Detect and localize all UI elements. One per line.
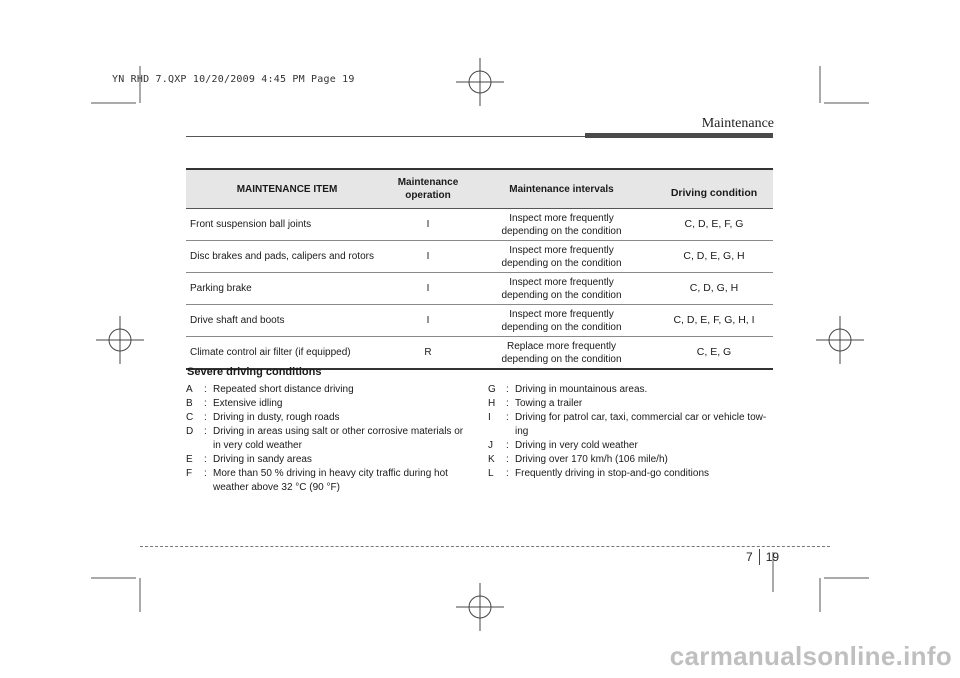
condition-text: Driving in dusty, rough roads <box>213 412 340 423</box>
chapter-number: 7 <box>746 550 753 564</box>
header-intervals: Maintenance intervals <box>468 169 655 209</box>
row-item: Front suspension ball joints <box>186 209 388 241</box>
registration-mark-right <box>816 316 864 364</box>
list-item <box>488 383 774 397</box>
condition-separator: : <box>506 440 509 451</box>
row-interval-line2: depending on the condition <box>501 289 622 301</box>
row-item: Parking brake <box>186 273 388 305</box>
row-interval-line1: Inspect more frequently <box>509 244 614 256</box>
row-item: Drive shaft and boots <box>186 305 388 337</box>
table-row <box>186 337 773 370</box>
condition-text: Extensive idling <box>213 398 283 409</box>
row-interval <box>468 209 655 241</box>
condition-text: Frequently driving in stop-and-go conditions <box>515 468 709 479</box>
header-operation-line1: Maintenance <box>397 177 459 188</box>
page-number-value: 19 <box>765 550 780 564</box>
row-interval-line1: Replace more frequently <box>507 340 616 352</box>
condition-separator: : <box>506 468 509 479</box>
registration-mark-top <box>456 58 504 106</box>
header-operation-line2: operation <box>405 190 451 201</box>
footer-rule <box>140 546 830 547</box>
condition-key: J <box>488 440 493 451</box>
list-item <box>186 397 468 411</box>
table-row <box>186 241 773 273</box>
maintenance-table <box>186 168 773 370</box>
table-row <box>186 305 773 337</box>
row-interval <box>468 273 655 305</box>
condition-key: C <box>186 412 194 423</box>
row-operation: R <box>388 337 468 370</box>
severe-conditions-heading: Severe driving conditions <box>187 366 322 378</box>
condition-separator: : <box>204 412 207 423</box>
list-item <box>488 453 774 467</box>
row-condition: C, D, E, F, G, H, I <box>655 305 773 337</box>
condition-separator: : <box>204 384 207 395</box>
row-interval <box>468 337 655 370</box>
row-condition: C, E, G <box>655 337 773 370</box>
row-item: Disc brakes and pads, calipers and rotors <box>186 241 388 273</box>
list-item <box>186 467 468 495</box>
condition-separator: : <box>204 426 207 437</box>
list-item <box>186 411 468 425</box>
list-item <box>488 439 774 453</box>
condition-text: Driving for patrol car, taxi, commercial car or vehicle tow- ing <box>515 412 767 437</box>
row-operation: I <box>388 209 468 241</box>
conditions-list-right <box>488 383 774 481</box>
condition-separator: : <box>506 398 509 409</box>
row-condition: C, D, E, G, H <box>655 241 773 273</box>
condition-separator: : <box>506 384 509 395</box>
table-row <box>186 209 773 241</box>
header-rule-accent <box>585 133 773 138</box>
condition-key: H <box>488 398 496 409</box>
table-header-row <box>186 169 773 209</box>
header-operation <box>388 169 468 209</box>
condition-key: G <box>488 384 496 395</box>
section-title: Maintenance <box>701 116 774 131</box>
row-condition: C, D, E, F, G <box>655 209 773 241</box>
row-interval <box>468 305 655 337</box>
condition-separator: : <box>506 454 509 465</box>
condition-key: A <box>186 384 193 395</box>
condition-key: I <box>488 412 491 423</box>
row-interval-line2: depending on the condition <box>501 225 622 237</box>
condition-text: Repeated short distance driving <box>213 384 354 395</box>
condition-text: Driving in areas using salt or other corrosive materials or in very cold weather <box>213 426 464 451</box>
table-row <box>186 273 773 305</box>
print-slug: YN RHD 7.QXP 10/20/2009 4:45 PM Page 19 <box>112 74 355 85</box>
header-item: MAINTENANCE ITEM <box>186 169 388 209</box>
condition-key: L <box>488 468 494 479</box>
condition-key: B <box>186 398 193 409</box>
header-condition: Driving condition <box>655 169 773 209</box>
condition-text: Driving over 170 km/h (106 mile/h) <box>515 454 668 465</box>
list-item <box>186 383 468 397</box>
condition-key: K <box>488 454 495 465</box>
watermark: carmanualsonline.info <box>669 641 952 671</box>
condition-text: Driving in sandy areas <box>213 454 312 465</box>
row-interval-line1: Inspect more frequently <box>509 308 614 320</box>
list-item <box>488 397 774 411</box>
condition-text: More than 50 % driving in heavy city traffic during hot weather above 32 °C (90 °F) <box>213 468 448 493</box>
row-operation: I <box>388 305 468 337</box>
page-number-divider <box>759 549 760 565</box>
registration-mark-left <box>96 316 144 364</box>
condition-text: Driving in very cold weather <box>515 440 638 451</box>
row-item: Climate control air filter (if equipped) <box>186 337 388 370</box>
row-interval-line2: depending on the condition <box>501 321 622 333</box>
condition-key: E <box>186 454 193 465</box>
condition-key: F <box>186 468 193 479</box>
list-item <box>186 453 468 467</box>
condition-separator: : <box>204 398 207 409</box>
row-interval <box>468 241 655 273</box>
conditions-list-left <box>186 383 468 495</box>
row-condition: C, D, G, H <box>655 273 773 305</box>
row-interval-line2: depending on the condition <box>501 353 622 365</box>
condition-key: D <box>186 426 194 437</box>
row-interval-line1: Inspect more frequently <box>509 212 614 224</box>
condition-separator: : <box>204 454 207 465</box>
condition-separator: : <box>204 468 207 479</box>
row-operation: I <box>388 273 468 305</box>
list-item <box>488 467 774 481</box>
row-interval-line2: depending on the condition <box>501 257 622 269</box>
list-item <box>186 425 468 453</box>
page-number <box>746 549 779 565</box>
condition-separator: : <box>506 412 509 423</box>
row-operation: I <box>388 241 468 273</box>
registration-mark-bottom <box>456 583 504 631</box>
condition-text: Towing a trailer <box>515 398 583 409</box>
row-interval-line1: Inspect more frequently <box>509 276 614 288</box>
list-item <box>488 411 774 439</box>
condition-text: Driving in mountainous areas. <box>515 384 648 395</box>
